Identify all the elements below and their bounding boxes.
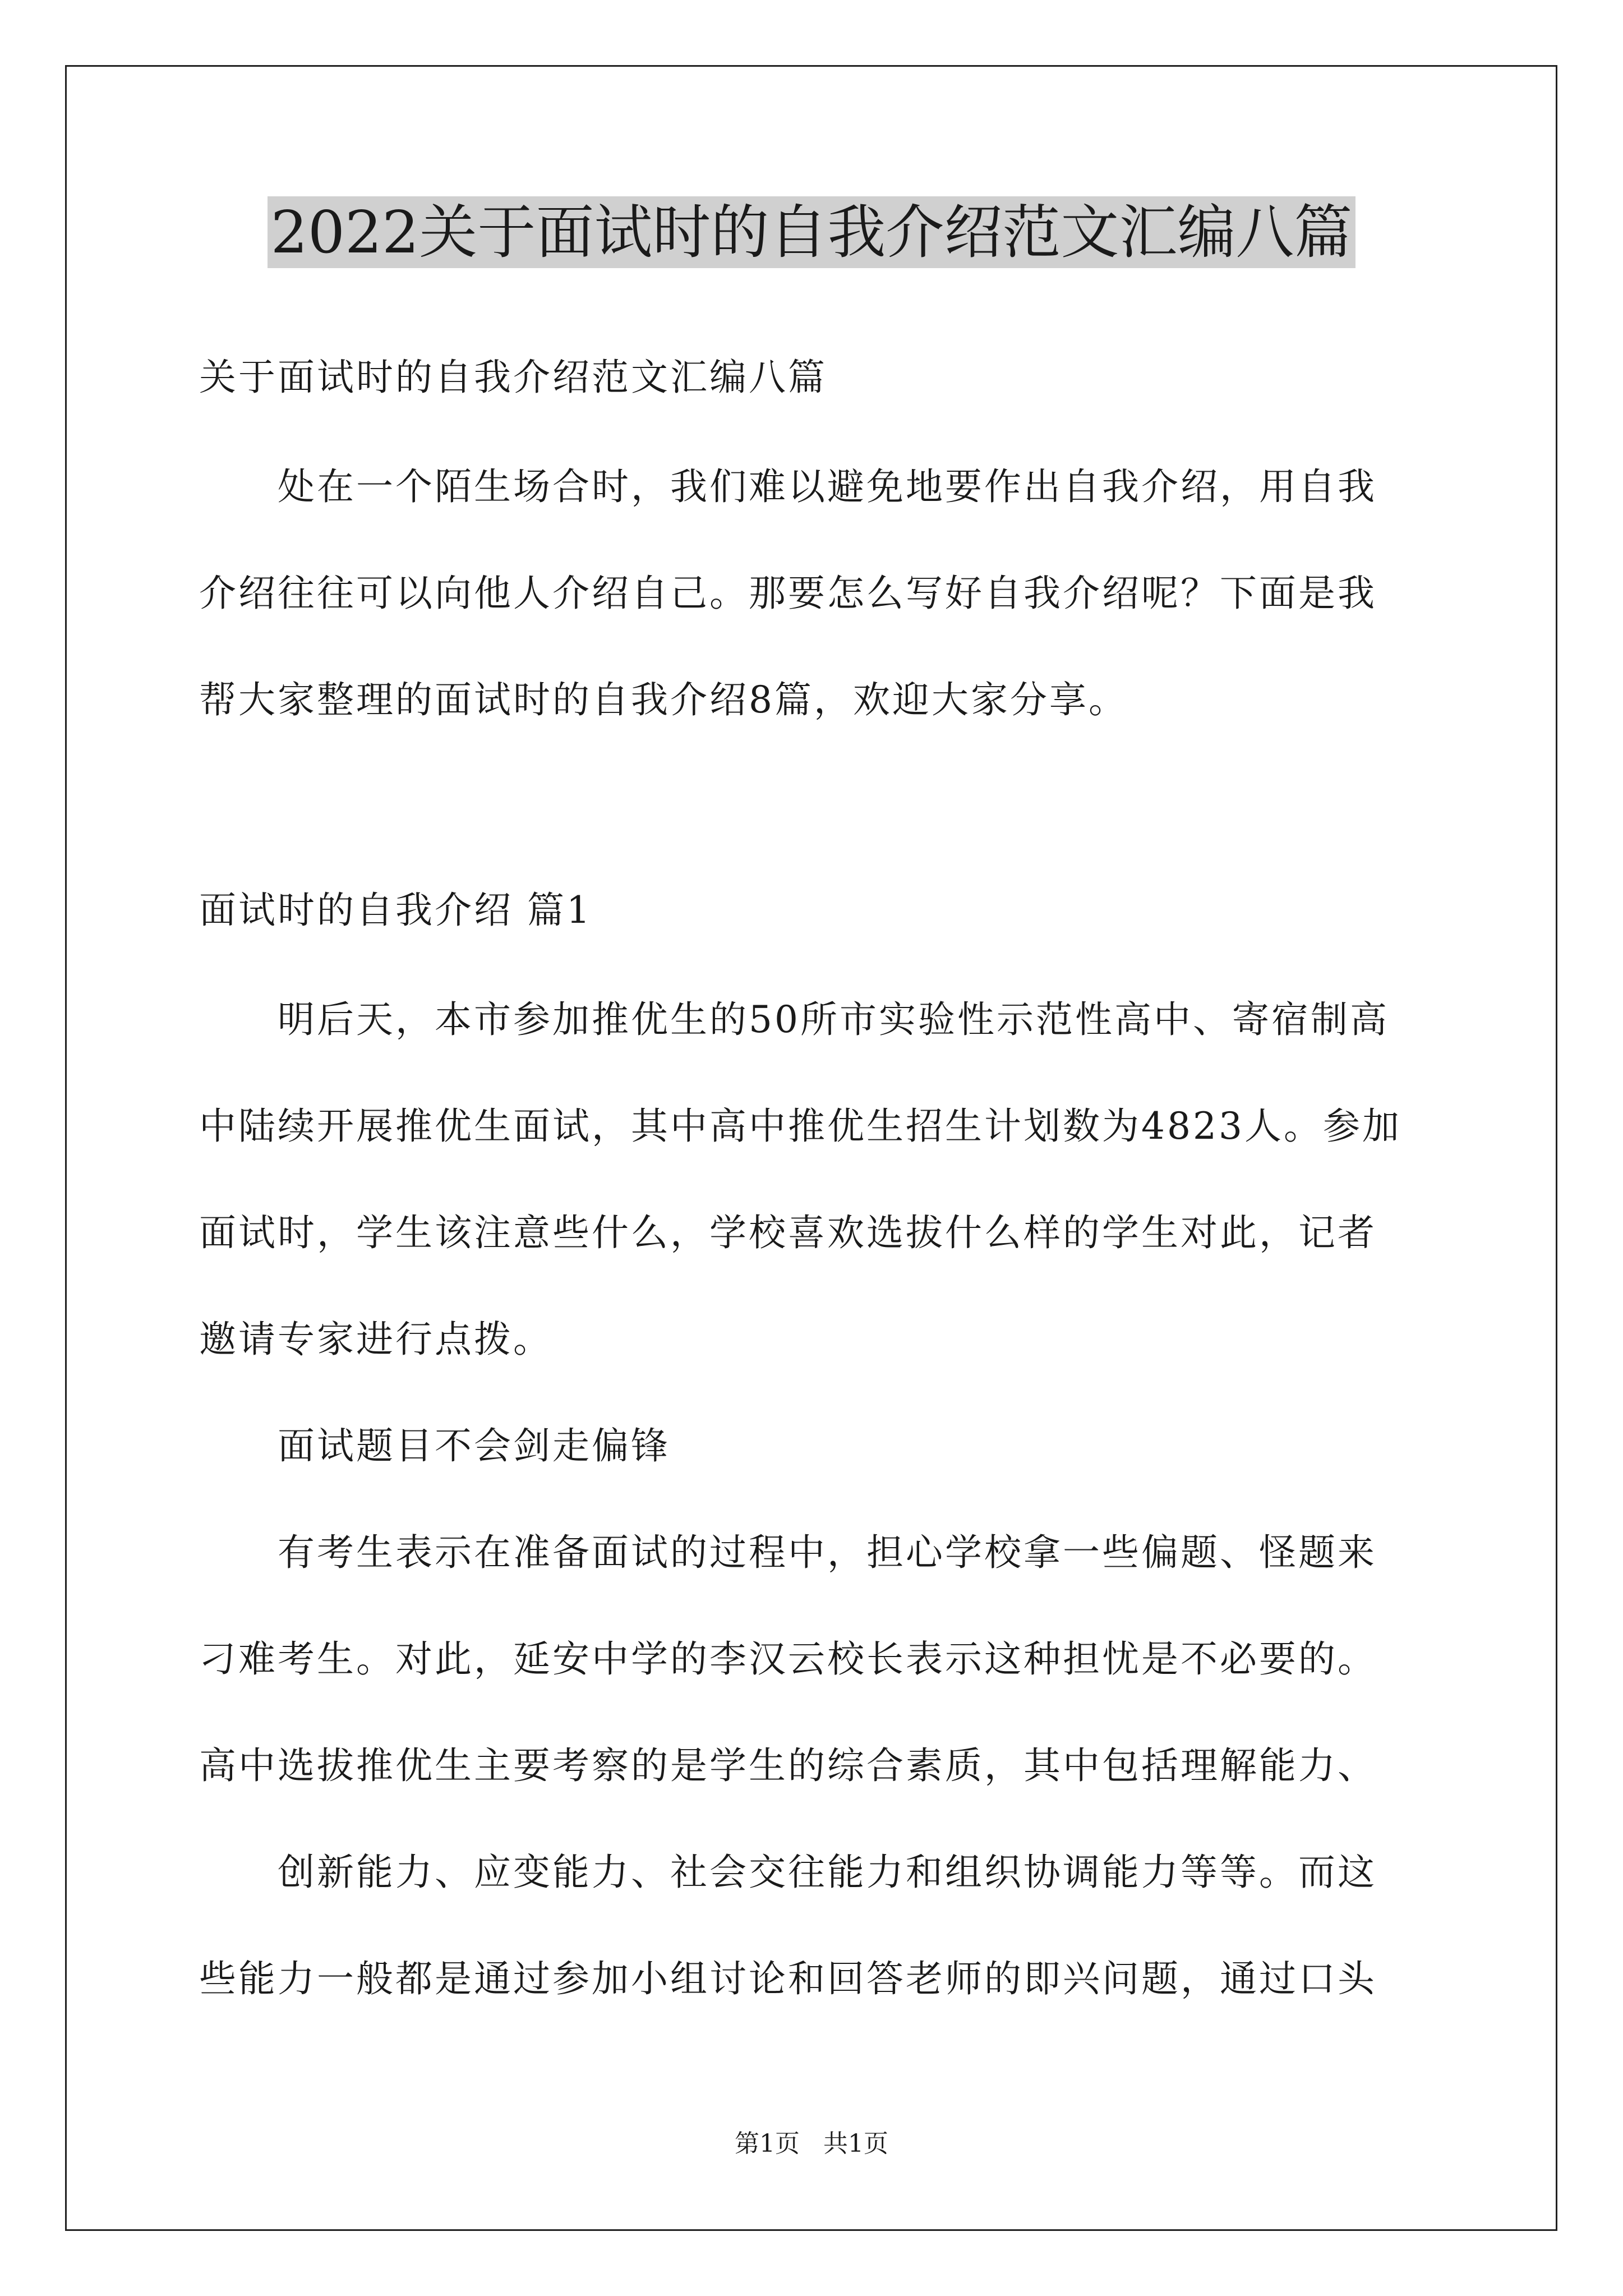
text-line: 些能力一般都是通过参加小组讨论和回答老师的即兴问题，通过口头 [199, 1957, 1377, 2000]
text-line: 高中选拔推优生主要考察的是学生的综合素质，其中包括理解能力、 [199, 1744, 1377, 1787]
page-footer: 第1页 共1页 [735, 2129, 888, 2158]
text-line: 帮大家整理的面试时的自我介绍8篇，欢迎大家分享。 [199, 678, 1128, 721]
text-line: 明后天，本市参加推优生的50所市实验性示范性高中、寄宿制高 [199, 998, 1389, 1041]
subheading: 面试题目不会剑走偏锋 [199, 1424, 670, 1467]
text-line: 介绍往往可以向他人介绍自己。那要怎么写好自我介绍呢？下面是我 [199, 572, 1377, 615]
text-line: 关于面试时的自我介绍范文汇编八篇 [199, 356, 827, 399]
document-title: 2022关于面试时的自我介绍范文汇编八篇 [268, 196, 1356, 268]
text-line: 创新能力、应变能力、社会交往能力和组织协调能力等等。而这 [199, 1851, 1377, 1894]
text-line: 面试时，学生该注意些什么，学校喜欢选拔什么样的学生对此，记者 [199, 1211, 1377, 1254]
document-title-block [0, 196, 1623, 268]
text-line: 处在一个陌生场合时，我们难以避免地要作出自我介绍，用自我 [199, 465, 1377, 508]
text-line: 刁难考生。对此，延安中学的李汉云校长表示这种担忧是不必要的。 [199, 1637, 1377, 1681]
text-line: 邀请专家进行点拨。 [199, 1318, 552, 1361]
text-line: 有考生表示在准备面试的过程中，担心学校拿一些偏题、怪题来 [199, 1531, 1377, 1574]
text-line: 中陆续开展推优生面试，其中高中推优生招生计划数为4823人。参加 [199, 1105, 1401, 1148]
section-heading: 面试时的自我介绍 篇1 [199, 889, 592, 932]
